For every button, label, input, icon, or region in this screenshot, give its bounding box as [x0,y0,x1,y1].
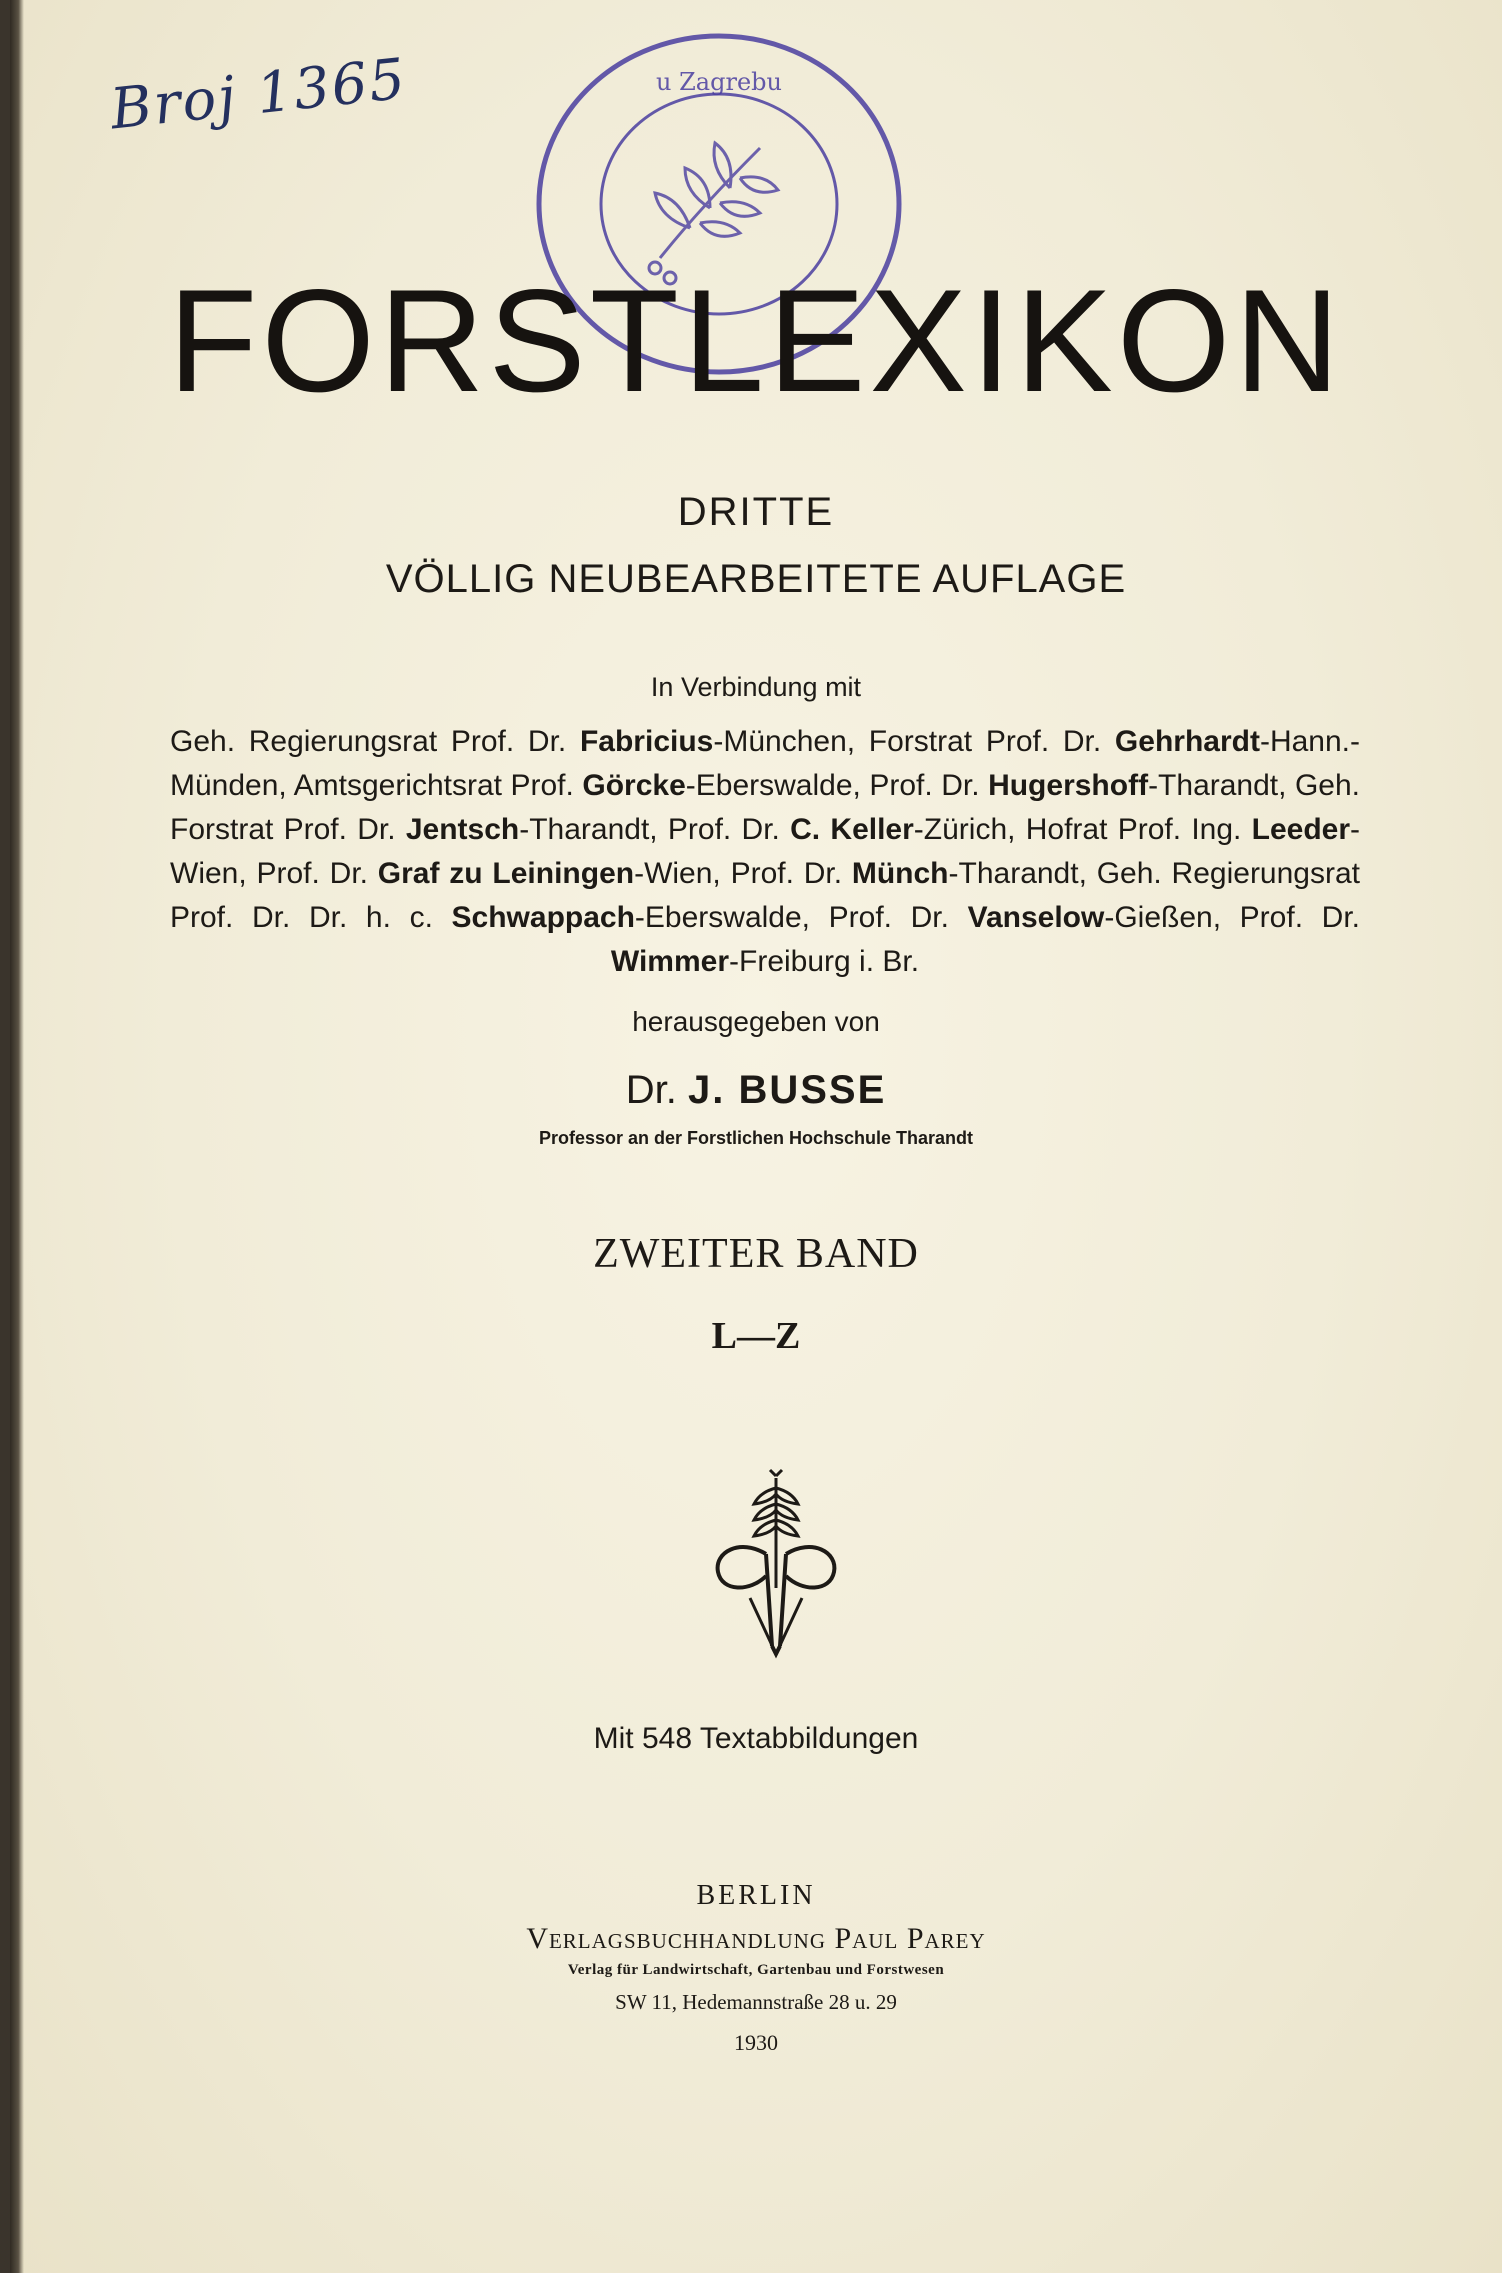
imprint-year: 1930 [734,2030,778,2055]
imprint-address: SW 11, Hedemannstraße 28 u. 29 [615,1990,897,2014]
contributor: Prof. Dr. Vanselow-Gießen, [828,901,1240,934]
contributor: Prof. Dr. Münch-Tharandt, [730,857,1097,890]
contributor: Prof. Dr. Hugershoff-Tharandt, [869,769,1295,802]
contributor: Prof. Dr. Wimmer-Freiburg i. Br. [610,901,1360,978]
contributor: Prof. Dr. Graf zu Leiningen-Wien, [256,857,731,890]
volume-range: L—Z [711,1315,801,1357]
book-title: FORSTLEXIKON [168,259,1344,422]
contributor: Geh. Forstrat Prof. Dr. Jentsch-Tharandt, [170,769,1361,846]
imprint-city: BERLIN [696,1880,816,1911]
editor-affiliation: Professor an der Forstlichen Hochschule Tharandt [538,1128,974,1148]
contributor: Amtsgerichtsrat Prof. Görcke-Eberswalde, [293,769,870,802]
title-page [10,0,1502,2273]
imprint-publisher: Verlagsbuchhandlung Paul Parey [526,1922,986,1955]
editor-name: Dr. J. BUSSE [625,1068,887,1112]
edition-line-2: VÖLLIG NEUBEARBEITETE AUFLAGE [385,557,1127,601]
handwritten-inventory-number: Broj 1365 [107,46,410,143]
editor-intro: herausgegeben von [632,1006,880,1037]
svg-text:u Zagrebu: u Zagrebu [656,68,782,96]
collaboration-intro: In Verbindung mit [650,672,862,702]
imprint-publisher-subtitle: Verlag für Landwirtschaft, Gartenbau und Forstwesen [567,1962,945,1978]
edition-line-1: DRITTE [677,490,835,534]
contributors-list [170,720,1360,984]
contributor: Hofrat Prof. Ing. Leeder-Wien, [170,813,1361,890]
volume-label: ZWEITER BAND [593,1231,919,1277]
illustrations-note: Mit 548 Textabbildungen [593,1722,919,1755]
contributor: Prof. Dr. C. Keller-Zürich, [667,813,1026,846]
publisher-emblem-icon [710,1468,842,1660]
contributor: Forstrat Prof. Dr. Gehrhardt-Hann.-Münden, [170,725,1360,802]
contributor: Geh. Regierungsrat Prof. Dr. Dr. h. c. Schwappach-Eberswalde, [170,857,1360,934]
contributor: Geh. Regierungsrat Prof. Dr. Fabricius-München, [170,725,869,758]
